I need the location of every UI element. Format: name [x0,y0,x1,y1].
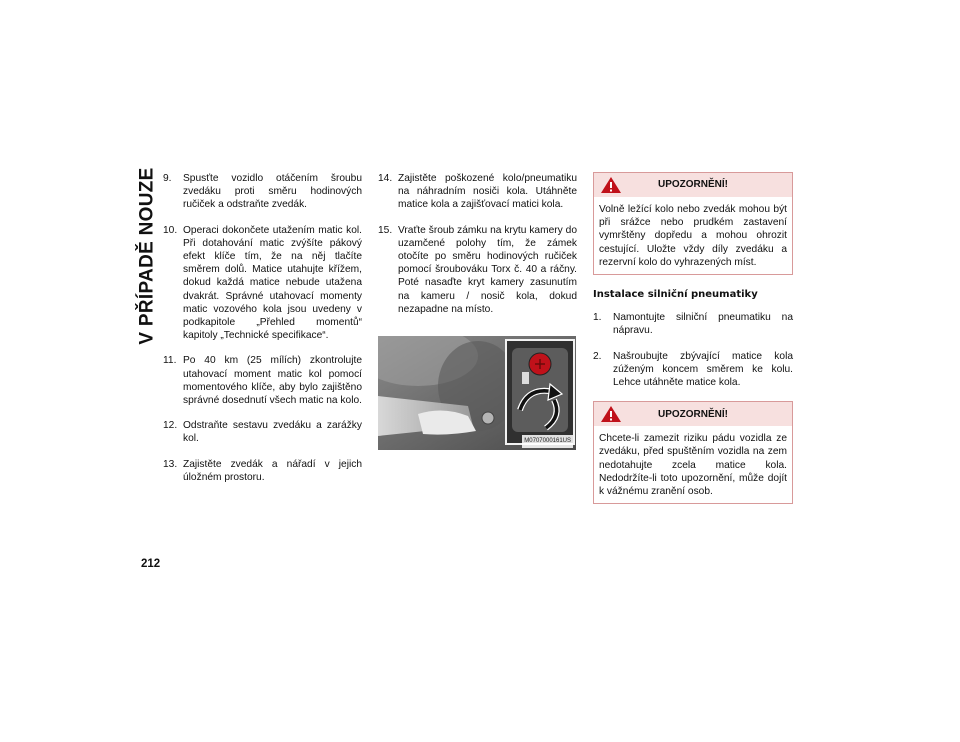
step-item [593,311,793,337]
step-text: Spusťte vozidlo otáčením šroubu zvedáku proti směru hodinových ručiček a odstraňte zvedák. [183,173,362,211]
step-text: Po 40 km (25 mílích) zkontrolujte utahovací moment matic kol pomocí momentového klíče, aby bylo zajištěno správné dosednutí všech matic na kolo. [183,355,362,407]
install-heading: Instalace silniční pneumatiky [593,289,758,301]
section-title-vertical [128,168,168,343]
step-text: Zajistěte poškozené kolo/pneumatiku na náhradním nosiči kola. Utáhněte matice kola a zajišťovací matici kola. [398,173,577,211]
warning-triangle-icon [600,405,622,423]
column-3 [593,172,793,504]
step-number: 12. [163,420,178,432]
warning-header [594,402,792,426]
step-text: Vraťte šroub zámku na krytu kamery do uzamčené polohy tím, že zámek otočíte po směru hodinových ručiček pomocí šroubováku Torx č. 40 a ráčny. Poté nasaďte kryt kamery zasunutím na kameru / nosič kola, dokud nezapadne na místo. [398,224,577,315]
warning-text: Volně ležící kolo nebo zvedák mohou být při srážce nebo prudkém zastavení vymrštěny dopředu a mohou ohrozit cestující. Uložte vždy díly zvedáku a rezervní kolo do vyhrazených míst. [599,204,787,268]
step-item [163,458,362,484]
warning-title: UPOZORNĚNÍ! [658,179,728,191]
warning-triangle-icon [600,176,622,194]
step-item [163,224,362,343]
section-title: V PŘÍPADĚ NOUZE [137,166,158,345]
step-number: 9. [163,173,172,184]
step-number: 2. [593,350,602,362]
page-number: 212 [141,558,161,570]
camera-lock-figure [378,336,576,450]
step-item [593,350,793,390]
step-item [163,354,362,407]
warning-header [594,173,792,197]
step-number: 15. [378,224,393,236]
step-text: Našroubujte zbývající matice kola zúženým koncem směrem ke kolu. Lehce utáhněte matice kola. [613,350,793,389]
step-text: Namontujte silniční pneumatiku na nápravu. [613,312,793,337]
step-number: 13. [163,458,178,470]
warning-box [593,172,793,275]
step-item [378,172,577,212]
step-text: Operaci dokončete utažením matic kol. Při dotahování matic zvýšíte pákový efekt klíče tím, že na něj tlačíte směrem dolů. Matice utahujte křížem, dokud každá matice nebude utažena dvakrát. Správné utahovací momenty matic vozového kola jsou uvedeny v podkapitole „Přehled momentů“ kapitoly „Technické specifikace“. [183,224,362,342]
warning-title: UPOZORNĚNÍ! [658,408,728,420]
step-number: 10. [163,224,178,236]
column-1 [163,172,362,496]
step-number: 1. [593,312,602,324]
step-item [163,172,362,212]
warning-box [593,401,793,504]
warning-text: Chcete-li zamezit riziku pádu vozidla ze zvedáku, před spuštěním vozidla na zem nedotahujte zcela matice kola. Nedodržíte-li toto upozornění, může dojít k vážnému zranění osob. [599,433,787,498]
step-text: Odstraňte sestavu zvedáku a zarážky kol. [183,420,362,445]
step-item [163,419,362,445]
step-number: 11. [163,355,177,367]
step-number: 14. [378,173,393,184]
figure-caption: M0707000161US [522,435,573,448]
step-text: Zajistěte zvedák a nářadí v jejich úložném prostoru. [183,458,362,483]
column-2 [378,172,577,450]
camera-lock-illustration [378,336,576,450]
step-item [378,224,577,316]
